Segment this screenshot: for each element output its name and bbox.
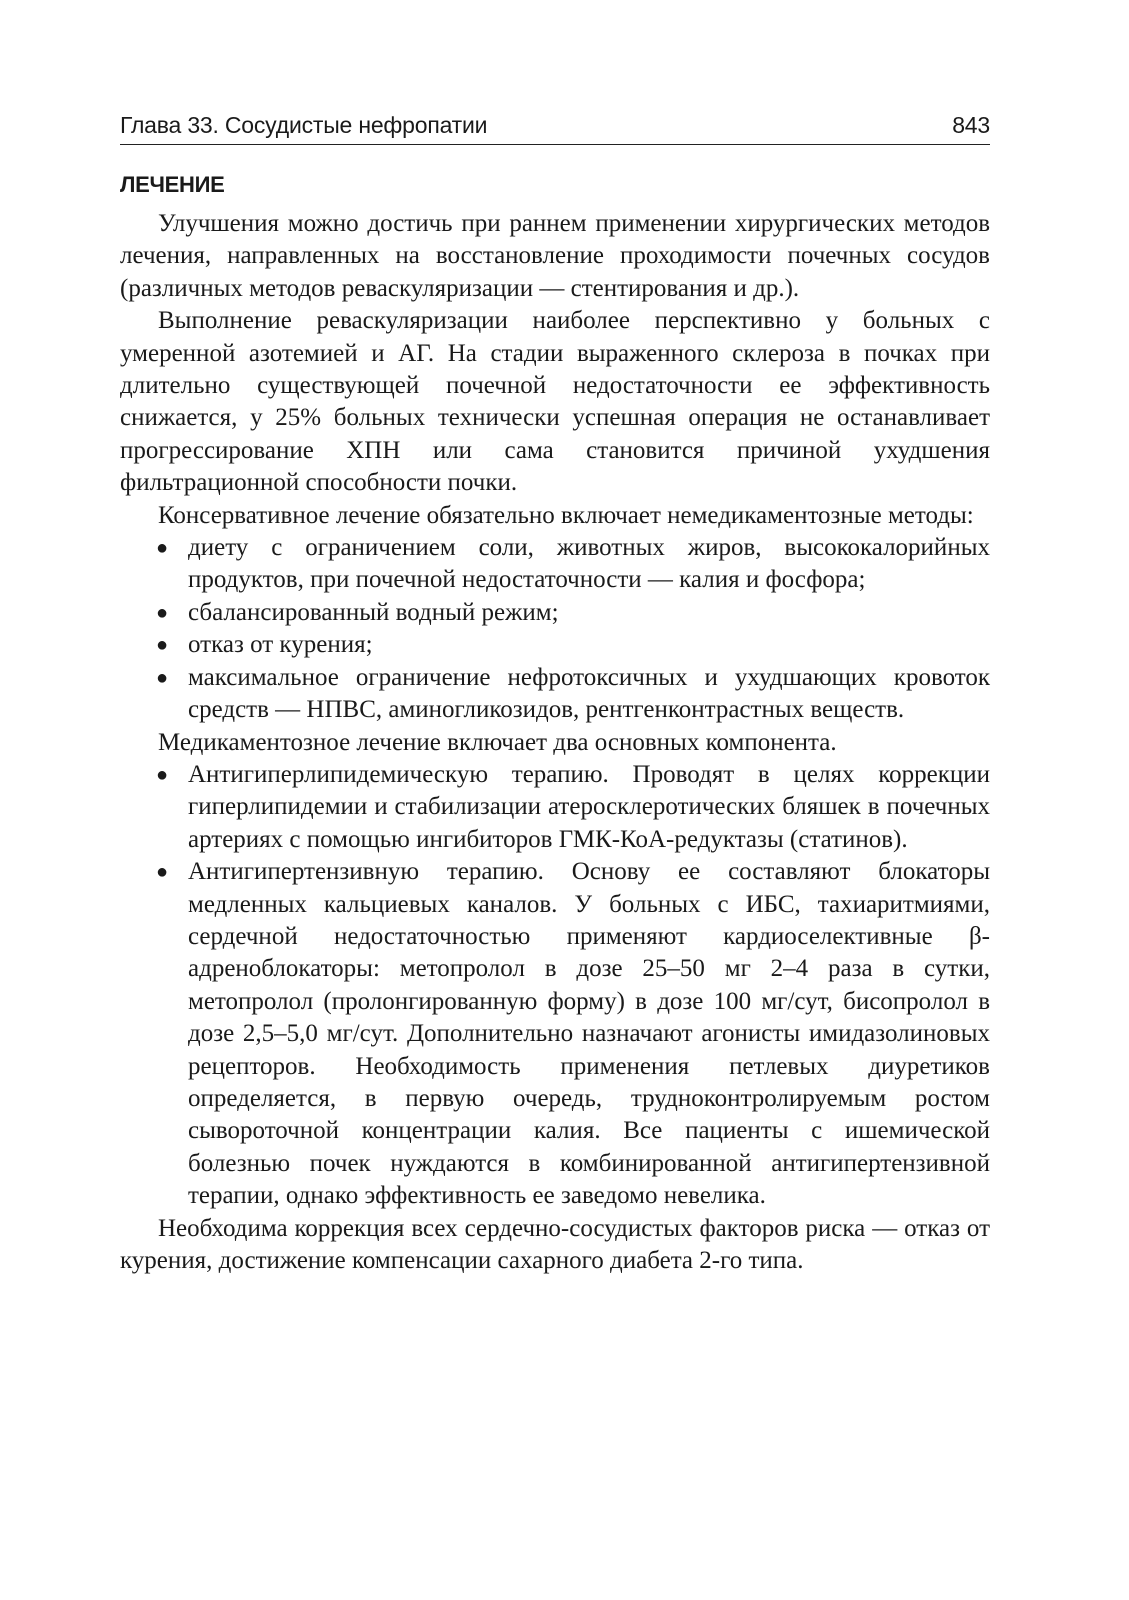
paragraph: Необходима коррекция всех сердечно-сосудистых факторов риска — отказ от курения, достижение компенсации сахарного диабета 2-го типа. xyxy=(120,1214,990,1274)
paragraph: Улучшения можно достичь при раннем применении хирургических методов лечения, направленных на восстановление проходимости почечных сосудов (различных методов реваскуляризации — стентирования и др.). xyxy=(120,210,990,302)
bullet-icon: ● xyxy=(156,634,169,657)
paragraph: Выполнение реваскуляризации наиболее перспективно у больных с умеренной азотемией и АГ. На стадии выраженного склероза в почках при длительно существующей почечной недостаточности ее эффективность снижается, у 25% больных технически успешная операция не останавливает прогрессирование ХПН или сама становится причиной ухудшения фильтрационной способности почки. xyxy=(120,307,990,497)
bullet-list-non-drug xyxy=(120,532,990,726)
list-item-text: диету с ограничением соли, животных жиров, высококалорийных продуктов, при почечной недостаточности — калия и фосфора; xyxy=(188,534,990,594)
bullet-icon: ● xyxy=(156,666,169,689)
bullet-icon: ● xyxy=(156,861,169,884)
list-item xyxy=(120,759,990,856)
page-number: 843 xyxy=(952,112,990,138)
list-item xyxy=(120,629,990,661)
list-item xyxy=(120,662,990,727)
list-item-text: Антигиперлипидемическую терапию. Проводят в целях коррекции гиперлипидемии и стабилизации атеросклеротических бляшек в почечных артериях с помощью ингибиторов ГМК-КоА-редуктазы (статинов). xyxy=(188,760,990,853)
list-item xyxy=(120,532,990,597)
list-item-text: Антигипертензивную терапию. Основу ее составляют блокаторы медленных кальциевых каналов. У больных с ИБС, тахиаритмиями, сердечной недостаточностью применяют кардиоселективные β-адреноблокаторы: метопролол в дозе 25–50 мг 2–4 раза в сутки, метопролол (пролонгированную форму) в дозе 100 мг/сут, бисопролол в дозе 2,5–5,0 мг/сут. Дополнительно назначают агонисты имидазолиновых рецепторов. Необходимость применения петлевых диуретиков определяется, в первую очередь, трудноконтролируемым ростом сывороточной концентрации калия. Все пациенты с ишемической болезнью почек нуждаются в комбинированной антигипертензивной терапии, однако эффективность ее заведомо невелика. xyxy=(188,858,990,1210)
paragraph: Медикаментозное лечение включает два основных компонента. xyxy=(158,728,837,756)
list-item-text: сбалансированный водный режим; xyxy=(188,598,559,626)
chapter-title: Глава 33. Сосудистые нефропатии xyxy=(120,112,488,138)
bullet-list-drug xyxy=(120,759,990,1213)
bullet-icon: ● xyxy=(156,763,169,786)
paragraph: Консервативное лечение обязательно включает немедикаментозные методы: xyxy=(158,501,974,529)
bullet-icon: ● xyxy=(156,537,169,560)
list-item xyxy=(120,597,990,629)
section-heading: ЛЕЧЕНИЕ xyxy=(120,172,225,197)
list-item-text: максимальное ограничение нефротоксичных и ухудшающих кровоток средств — НПВС, аминогликозидов, рентгенконтрастных веществ. xyxy=(188,663,990,724)
bullet-icon: ● xyxy=(156,601,169,624)
body-text xyxy=(120,208,990,1277)
running-header xyxy=(120,110,990,145)
list-item xyxy=(120,856,990,1212)
list-item-text: отказ от курения; xyxy=(188,631,373,659)
